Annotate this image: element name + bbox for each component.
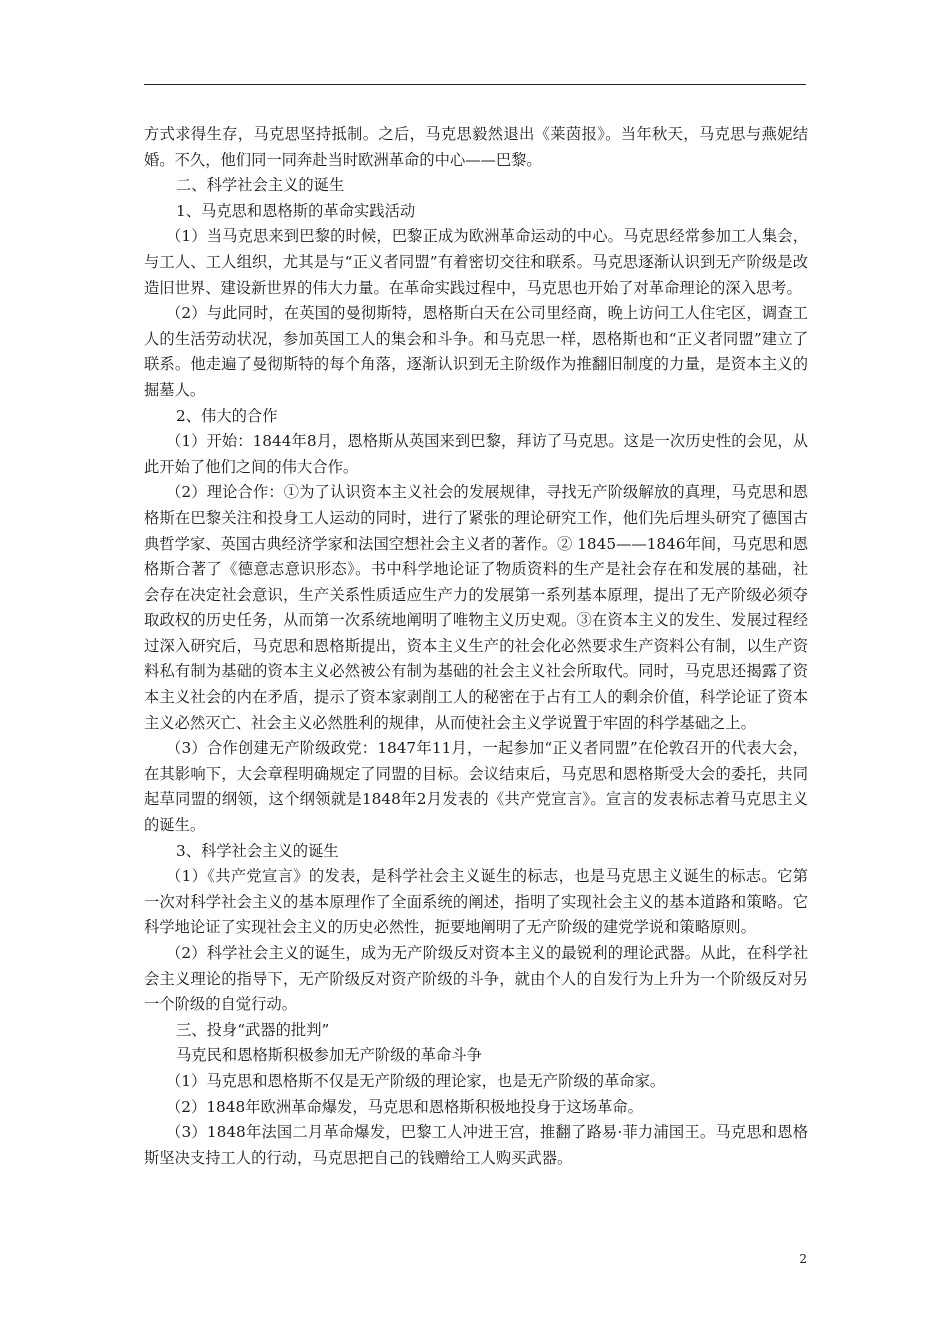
paragraph: 方式求得生存，马克思坚持抵制。之后，马克思毅然退出《莱茵报》。当年秋天，马克思与燕妮结婚。不久，他们同一同奔赴当时欧洲革命的中心——巴黎。 [144,125,808,169]
subsection-heading: 1、马克思和恩格斯的革命实践活动 [176,201,416,220]
document-body [144,122,808,1171]
header-rule [144,84,806,85]
section-heading: 二、科学社会主义的诞生 [176,176,345,195]
paragraph: （1）开始：1844年8月，恩格斯从英国来到巴黎，拜访了马克思。这是一次历史性的会见，从此开始了他们之间的伟大合作。 [144,432,808,476]
paragraph: （1）《共产党宣言》的发表，是科学社会主义诞生的标志，也是马克思主义诞生的标志。它第一次对科学社会主义的基本原理作了全面系统的阐述，指明了实现社会主义的基本道路和策略。它科学地论证了实现社会主义的历史必然性，扼要地阐明了无产阶级的建党学说和策略原则。 [144,867,808,937]
paragraph: （1）马克思和恩格斯不仅是无产阶级的理论家，也是无产阶级的革命家。 [166,1071,666,1090]
page-number: 2 [799,1252,807,1266]
paragraph: （2）与此同时，在英国的曼彻斯特，恩格斯白天在公司里经商，晚上访问工人住宅区，调查工人的生活劳动状况，参加英国工人的集会和斗争。和马克思一样，恩格斯也和“正义者同盟”建立了联系。他走遍了曼彻斯特的每个角落，逐渐认识到无主阶级作为推翻旧制度的力量，是资本主义的掘墓人。 [144,304,808,399]
paragraph: （2）理论合作：①为了认识资本主义社会的发展规律，寻找无产阶级解放的真理，马克思和恩格斯在巴黎关注和投身工人运动的同时，进行了紧张的理论研究工作，他们先后埋头研究了德国古典哲学家、英国古典经济学家和法国空想社会主义者的著作。② 1845——1846年间，马克思和恩格斯合著了《德意志意识形态》。书中科学地论证了物质资料的生产是社会存在和发展的基础，社会存在决定社会意识，生产关系性质适应生产力的发展第一系列基本原理，提出了无产阶级必须夺取政权的历史任务，从而第一次系统地阐明了唯物主义历史观。③在资本主义的发生、发展过程经过深入研究后，马克思和恩格斯提出，资本主义生产的社会化必然要求生产资料公有制，以生产资料私有制为基础的资本主义必然被公有制为基础的社会主义社会所取代。同时，马克思还揭露了资本主义社会的内在矛盾，提示了资本家剥削工人的秘密在于占有工人的剩余价值，科学论证了资本主义必然灭亡、社会主义必然胜利的规律，从而使社会主义学说置于牢固的科学基础之上。 [144,483,809,732]
subsection-heading: 3、科学社会主义的诞生 [176,841,339,860]
paragraph: （1）当马克思来到巴黎的时候，巴黎正成为欧洲革命运动的中心。马克思经常参加工人集会，与工人、工人组织，尤其是与“正义者同盟”有着密切交往和联系。马克思逐渐认识到无产阶级是改造旧世界、建设新世界的伟大力量。在革命实践过程中，马克思也开始了对革命理论的深入思考。 [144,227,808,297]
paragraph: （3）合作创建无产阶级政党：1847年11月，一起参加“正义者同盟”在伦敦召开的代表大会，在其影响下，大会章程明确规定了同盟的目标。会议结束后，马克思和恩格斯受大会的委托，共同起草同盟的纲领，这个纲领就是1848年2月发表的《共产党宣言》。宣言的发表标志着马克思主义的诞生。 [144,739,808,835]
paragraph: （3）1848年法国二月革命爆发，巴黎工人冲进王宫，推翻了路易·菲力浦国王。马克思和恩格斯坚决支持工人的行动，马克思把自己的钱赠给工人购买武器。 [144,1123,808,1167]
subsection-heading: 2、伟大的合作 [176,406,278,425]
paragraph: （2）1848年欧洲革命爆发，马克思和恩格斯积极地投身于这场革命。 [166,1097,643,1116]
subsection-heading: 马克民和恩格斯积极参加无产阶级的革命斗争 [176,1046,482,1065]
paragraph: （2）科学社会主义的诞生，成为无产阶级反对资本主义的最锐利的理论武器。从此，在科学社会主义理论的指导下，无产阶级反对资产阶级的斗争，就由个人的自发行为上升为一个阶级反对另一个阶级的自觉行动。 [144,944,808,1014]
section-heading: 三、投身“武器的批判” [176,1020,330,1039]
